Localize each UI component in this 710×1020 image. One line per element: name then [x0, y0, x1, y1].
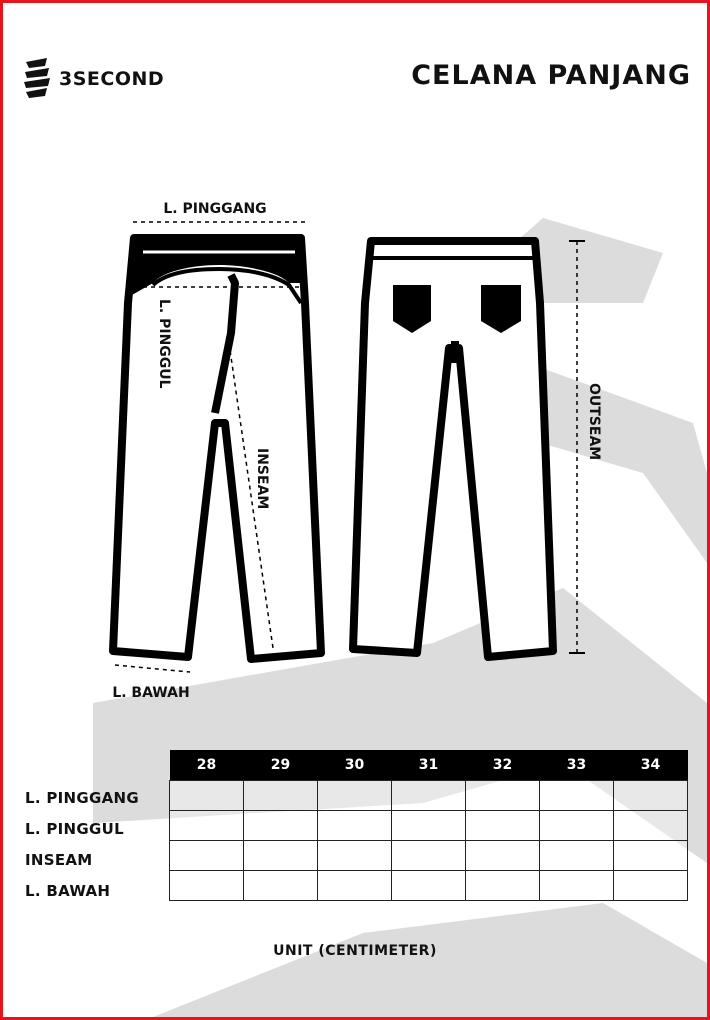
table-cell: [244, 811, 318, 841]
table-cell: [466, 781, 540, 811]
waist-label: L. PINGGANG: [163, 201, 267, 217]
size-header-cell: 31: [392, 750, 466, 781]
table-cell: [466, 871, 540, 901]
table-cell: [318, 871, 392, 901]
hem-measure-line: [115, 665, 190, 672]
size-header-cell: 33: [540, 750, 614, 781]
table-row: [170, 871, 688, 901]
size-header-cell: 32: [466, 750, 540, 781]
size-header-cell: 29: [244, 750, 318, 781]
table-cell: [318, 781, 392, 811]
row-label-waist: L. PINGGANG: [25, 789, 140, 807]
table-cell: [614, 871, 688, 901]
table-cell: [540, 871, 614, 901]
table-cell: [540, 781, 614, 811]
table-cell: [614, 841, 688, 871]
table-cell: [392, 841, 466, 871]
table-cell: [540, 811, 614, 841]
front-pants-outline: [113, 238, 321, 659]
table-cell: [170, 871, 244, 901]
brand-name: 3SECOND: [59, 68, 165, 90]
table-row: [170, 781, 688, 811]
outseam-label: OUTSEAM: [586, 383, 602, 461]
table-cell: [244, 841, 318, 871]
unit-note: UNIT (CENTIMETER): [273, 943, 437, 959]
table-cell: [392, 811, 466, 841]
front-pants: [112, 201, 321, 701]
row-label-hip: L. PINGGUL: [25, 820, 124, 838]
table-cell: [318, 811, 392, 841]
row-label-inseam: INSEAM: [25, 851, 93, 869]
size-table: [169, 750, 688, 901]
table-cell: [540, 841, 614, 871]
table-cell: [244, 871, 318, 901]
row-labels: [25, 784, 139, 908]
table-cell: [244, 781, 318, 811]
inseam-label: INSEAM: [254, 448, 270, 510]
page-title: CELANA PANJANG: [411, 60, 691, 91]
table-cell: [614, 811, 688, 841]
table-cell: [318, 841, 392, 871]
back-pants-outline: [353, 241, 553, 657]
hem-label: L. BAWAH: [112, 685, 190, 701]
table-cell: [170, 811, 244, 841]
size-header-cell: 34: [614, 750, 688, 781]
back-pants: [353, 241, 602, 657]
table-cell: [614, 781, 688, 811]
row-label-hem: L. BAWAH: [25, 882, 111, 900]
hip-label: L. PINGGUL: [156, 299, 172, 389]
table-cell: [170, 841, 244, 871]
size-header-cell: 30: [318, 750, 392, 781]
size-header-row: [170, 750, 688, 781]
table-cell: [466, 811, 540, 841]
size-header-cell: 28: [170, 750, 244, 781]
table-row: [170, 841, 688, 871]
table-cell: [392, 781, 466, 811]
table-cell: [170, 781, 244, 811]
table-cell: [392, 871, 466, 901]
table-row: [170, 811, 688, 841]
table-cell: [466, 841, 540, 871]
